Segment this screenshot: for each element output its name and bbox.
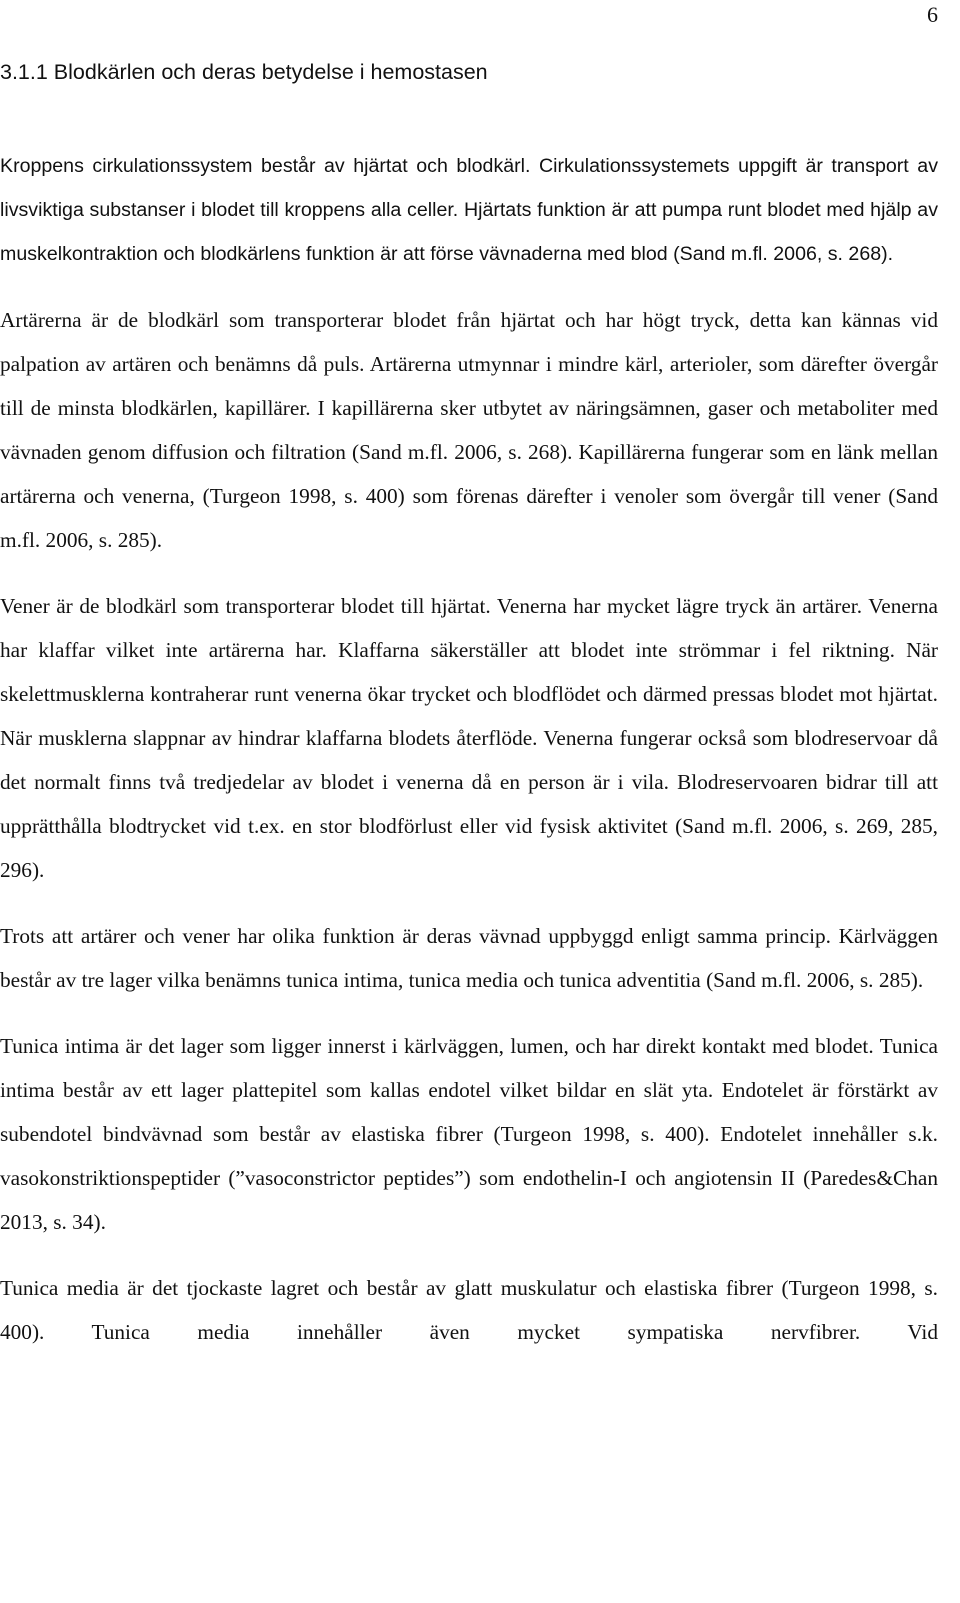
document-body (0, 144, 938, 1354)
paragraph-vessel-wall: Trots att artärer och vener har olika funktion är deras vävnad uppbyggd enligt samma princip. Kärlväggen består av tre lager vilka benämns tunica intima, tunica media och tunica adventitia (Sand m.fl. 2006, s. 285). (0, 924, 938, 992)
page-number: 6 (927, 2, 938, 27)
paragraph-veins: Vener är de blodkärl som transporterar blodet till hjärtat. Venerna har mycket lägre tryck än artärer. Venerna har klaffar vilket inte artärerna har. Klaffarna säkerställer att blodet inte strömmar i fel riktning. När skelettmusklerna kontraherar runt venerna ökar trycket och blodflödet och därmed pressas blodet mot hjärtat. När musklerna slappnar av hindrar klaffarna blodets återflöde. Venerna fungerar också som blodreservoar då det normalt finns två tredjedelar av blodet i venerna då en person är i vila. Blodreservoaren bidrar till att upprätthålla blodtrycket vid t.ex. en stor blodförlust eller vid fysisk aktivitet (Sand m.fl. 2006, s. 269, 285, 296). (0, 594, 938, 882)
section-heading: 3.1.1 Blodkärlen och deras betydelse i hemostasen (0, 60, 488, 84)
paragraph-arteries: Artärerna är de blodkärl som transporterar blodet från hjärtat och har högt tryck, detta kan kännas vid palpation av artären och benämns då puls. Artärerna utmynnar i mindre kärl, arterioler, som därefter övergår till de minsta blodkärlen, kapillärer. I kapillärerna sker utbytet av näringsämnen, gaser och metaboliter med vävnaden genom diffusion och filtration (Sand m.fl. 2006, s. 268). Kapillärerna fungerar som en länk mellan artärerna och venerna, (Turgeon 1998, s. 400) som förenas därefter i venoler som övergår till vener (Sand m.fl. 2006, s. 285). (0, 308, 938, 552)
paragraph-circulation-system: Kroppens cirkulationssystem består av hjärtat och blodkärl. Cirkulationssystemets uppgift är transport av livsviktiga substanser i blodet till kroppens alla celler. Hjärtats funktion är att pumpa runt blodet med hjälp av muskelkontraktion och blodkärlens funktion är att förse vävnaderna med blod (Sand m.fl. 2006, s. 268). (0, 155, 938, 265)
paragraph-tunica-intima: Tunica intima är det lager som ligger innerst i kärlväggen, lumen, och har direkt kontakt med blodet. Tunica intima består av ett lager plattepitel som kallas endotel vilket bildar en slät yta. Endotelet är förstärkt av subendotel bindvävnad som består av elastiska fibrer (Turgeon 1998, s. 400). Endotelet innehåller s.k. vasokonstriktionspeptider (”vasoconstrictor peptides”) som endothelin-I och angiotensin II (Paredes&Chan 2013, s. 34). (0, 1034, 938, 1234)
paragraph-tunica-media: Tunica media är det tjockaste lagret och består av glatt muskulatur och elastiska fibrer (Turgeon 1998, s. 400). Tunica media innehåller även mycket sympatiska nervfibrer. Vid (0, 1276, 938, 1344)
